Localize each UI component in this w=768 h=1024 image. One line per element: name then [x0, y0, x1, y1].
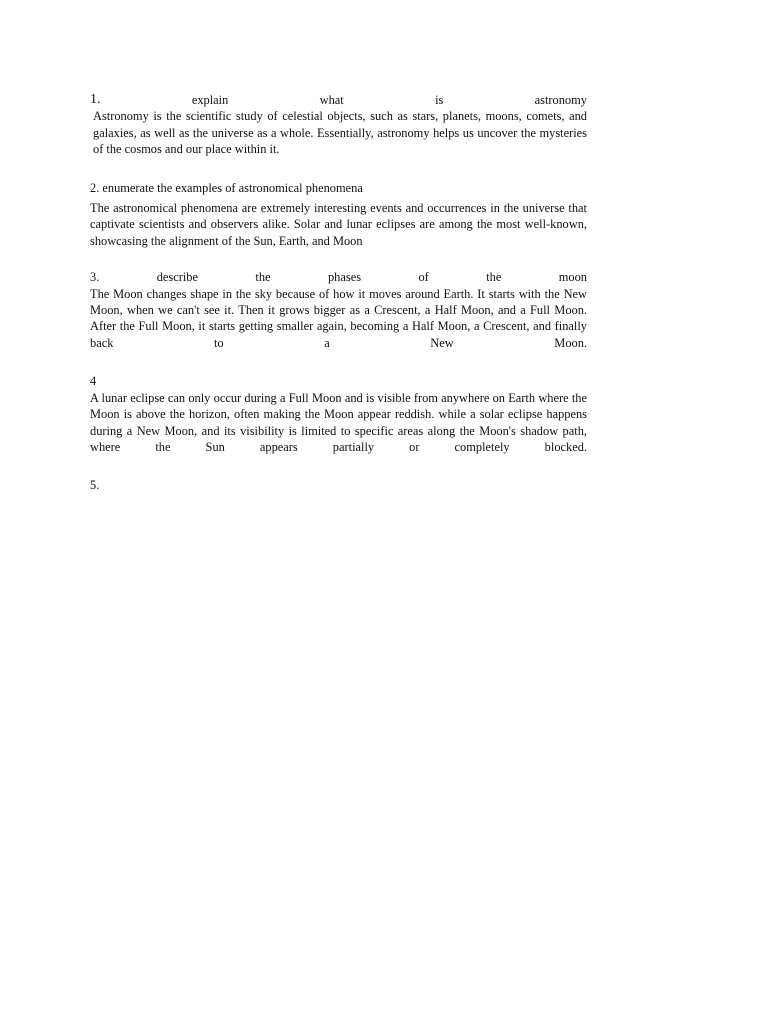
question-1-word: astronomy — [534, 93, 587, 107]
question-3-word: moon — [558, 270, 587, 285]
question-3-word: the — [255, 270, 271, 285]
question-4-heading: 4 — [90, 374, 97, 389]
question-5-heading: 5. — [90, 478, 100, 493]
question-3-number: 3. — [90, 270, 100, 285]
question-1-heading — [90, 92, 587, 108]
answer-4: A lunar eclipse can only occur during a Full Moon and is visible from anywhere on Earth where the Moon is above the horizon, often making the Moon appear reddish. while a solar eclipse happens during a New Moon, and its visibility is limited to specific areas along the Moon's shadow path, where the Sun appears partially or completely blocked. — [90, 390, 587, 454]
answer-2: The astronomical phenomena are extremely interesting events and occurrences in the universe that captivate scientists and observers alike. Solar and lunar eclipses are among the most well-known, showcasing the alignment of the Sun, Earth, and Moon — [90, 201, 587, 248]
question-1-word: what — [319, 93, 344, 107]
question-2-heading: 2. enumerate the examples of astronomical phenomena — [90, 180, 363, 195]
question-3-word: phases — [327, 270, 362, 285]
document-body — [90, 92, 587, 494]
answer-1: Astronomy is the scientific study of celestial objects, such as stars, planets, moons, comets, and galaxies, as well as the universe as a whole. Essentially, astronomy helps us uncover the mysteries of the cosmos and our place within it. — [93, 109, 587, 157]
answer-3: The Moon changes shape in the sky because of how it moves around Earth. It starts with the New Moon, when we can't see it. Then it grows bigger as a Crescent, a Half Moon, and a Full Moon. After the Full Moon, it starts getting smaller again, becoming a Half Moon, a Crescent, and finally back to a New Moon. — [90, 286, 587, 350]
question-1-word: explain — [191, 93, 229, 107]
question-1-word: is — [435, 93, 444, 107]
question-3-heading — [90, 269, 587, 285]
question-3-word: describe — [156, 270, 198, 285]
question-1-number: 1. — [90, 92, 101, 107]
question-3-word: the — [486, 270, 502, 285]
question-3-word: of — [418, 270, 429, 285]
